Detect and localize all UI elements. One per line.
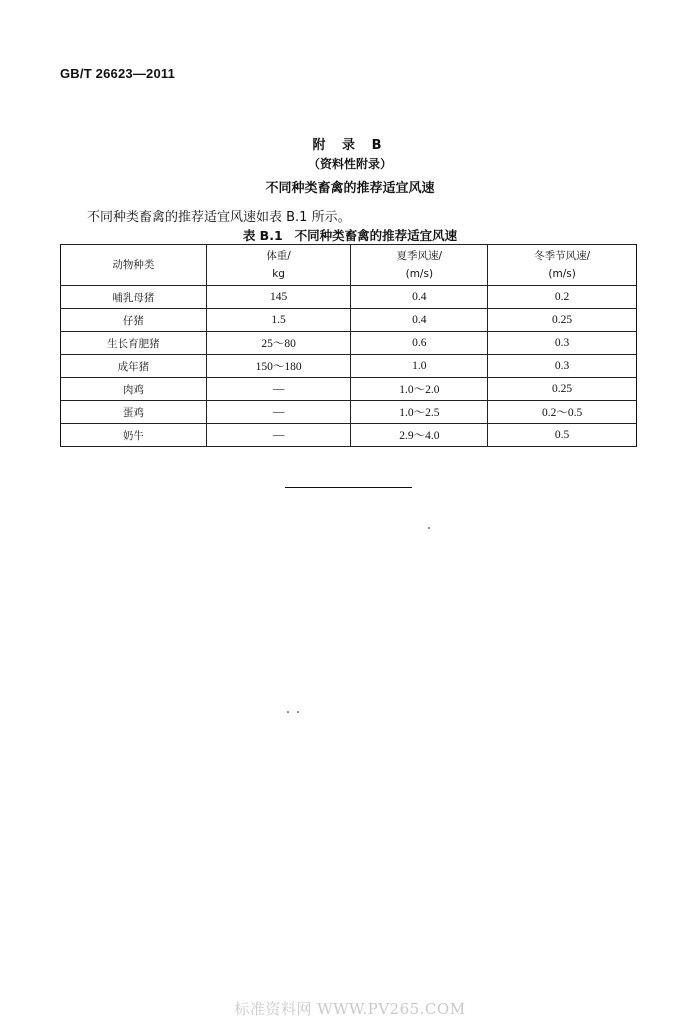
table-row <box>61 401 637 424</box>
animal-cell: 生长育肥猪 <box>61 332 207 355</box>
table-caption-title: 不同种类畜禽的推荐适宜风速 <box>294 228 458 243</box>
animal-cell: 仔猪 <box>61 309 207 332</box>
weight-cell: 25～80 <box>206 332 351 355</box>
weight-cell: 1.5 <box>206 309 351 332</box>
summer-speed-cell: 0.6 <box>351 332 488 355</box>
table-row <box>61 309 637 332</box>
animal-cell: 成年猪 <box>61 355 207 378</box>
winter-speed-cell: 0.25 <box>488 309 637 332</box>
scan-speck <box>297 711 299 713</box>
table-header-row <box>61 245 637 286</box>
weight-cell: — <box>206 424 351 447</box>
watermark-text: 标准资料网 WWW.PV265.COM <box>234 1000 466 1018</box>
winter-speed-cell: 0.2～0.5 <box>488 401 637 424</box>
winter-speed-cell: 0.5 <box>488 424 637 447</box>
animal-cell: 蛋鸡 <box>61 401 207 424</box>
appendix-title: 附 录 B <box>312 138 388 153</box>
winter-speed-cell: 0.2 <box>488 286 637 309</box>
scan-speck <box>428 527 430 529</box>
animal-cell: 肉鸡 <box>61 378 207 401</box>
table-row <box>61 378 637 401</box>
wind-speed-table <box>60 244 637 447</box>
weight-cell: 145 <box>206 286 351 309</box>
standard-code: GB/T 26623—2011 <box>60 66 176 81</box>
winter-speed-cell: 0.3 <box>488 332 637 355</box>
appendix-subtitle: （资料性附录） <box>307 157 392 171</box>
end-of-document-rule <box>285 487 412 488</box>
table-row <box>61 332 637 355</box>
table-row <box>61 424 637 447</box>
summer-speed-cell: 2.9～4.0 <box>351 424 488 447</box>
table-caption <box>0 226 700 244</box>
winter-speed-cell: 0.3 <box>488 355 637 378</box>
animal-cell: 哺乳母猪 <box>61 286 207 309</box>
table-caption-number: 表 B.1 <box>242 228 283 243</box>
winter-speed-cell: 0.25 <box>488 378 637 401</box>
summer-speed-cell: 1.0～2.5 <box>351 401 488 424</box>
summer-speed-cell: 1.0～2.0 <box>351 378 488 401</box>
weight-cell: 150～180 <box>206 355 351 378</box>
intro-paragraph: 不同种类畜禽的推荐适宜风速如表 B.1 所示。 <box>87 210 351 225</box>
summer-speed-cell: 1.0 <box>351 355 488 378</box>
header-weight: 体重/ kg <box>206 245 351 286</box>
header-animal-type: 动物种类 <box>61 245 207 286</box>
header-summer-speed: 夏季风速/ (m/s) <box>351 245 488 286</box>
table-row <box>61 355 637 378</box>
weight-cell: — <box>206 401 351 424</box>
header-winter-speed: 冬季节风速/ (m/s) <box>488 245 637 286</box>
weight-cell: — <box>206 378 351 401</box>
summer-speed-cell: 0.4 <box>351 286 488 309</box>
summer-speed-cell: 0.4 <box>351 309 488 332</box>
scan-speck <box>287 711 289 713</box>
table-row <box>61 286 637 309</box>
appendix-heading: 不同种类畜禽的推荐适宜风速 <box>265 181 435 196</box>
animal-cell: 奶牛 <box>61 424 207 447</box>
